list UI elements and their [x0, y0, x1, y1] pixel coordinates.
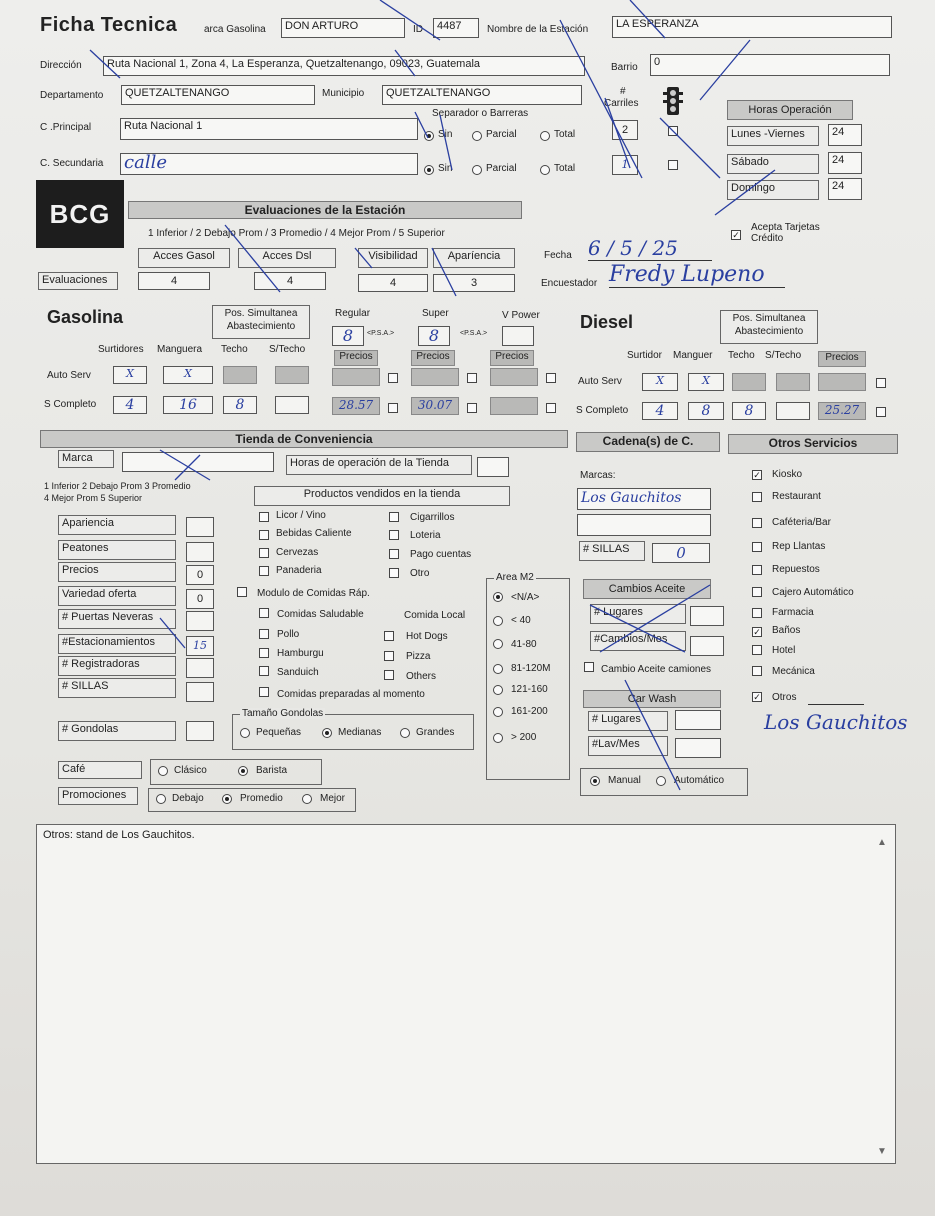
notes-scrollbar[interactable] [875, 837, 889, 1157]
gas-auto-serv-surtidores[interactable]: X [113, 366, 147, 384]
carriles-secundaria-field[interactable]: 1 [612, 155, 638, 175]
carwash-lugares-field[interactable] [675, 710, 721, 730]
comida-others-label: Others [406, 671, 437, 682]
id-label: ID [413, 24, 423, 35]
tienda-horas-field[interactable] [477, 457, 509, 477]
sep-principal-parcial-label: Parcial [486, 129, 517, 140]
carriles-label: Carriles [604, 98, 639, 109]
serv-cajero-check[interactable] [752, 587, 762, 597]
tienda-puertas-label: # Puertas Neveras [58, 609, 176, 629]
horas-sab-field[interactable]: 24 [828, 152, 862, 174]
serv-hotel-check[interactable] [752, 645, 762, 655]
comida-hamburgu-label: Hamburgu [277, 648, 324, 659]
gas-auto-serv-stecho[interactable] [275, 366, 309, 384]
area-121-160-label: 121-160 [511, 684, 548, 695]
c-principal-label: C .Principal [40, 122, 92, 133]
serv-restaurant-check[interactable] [752, 492, 762, 502]
eval-acces-dsl-field[interactable]: 4 [254, 272, 326, 290]
serv-kiosko-label: Kiosko [772, 469, 803, 480]
regular-label: Regular [335, 308, 371, 319]
servicios-title: Otros Servicios [728, 434, 898, 454]
prod-cigarrillos-label: Cigarrillos [410, 512, 455, 523]
super-label: Super [422, 308, 449, 319]
gas-s-completo-surtidores[interactable]: 4 [113, 396, 147, 414]
departamento-label: Departamento [40, 90, 104, 101]
lav-auto-label: Automático [674, 775, 725, 786]
serv-farmacia-label: Farmacia [772, 607, 814, 618]
area-m2-label: Area M2 [496, 572, 534, 583]
aceite-lugares-field[interactable] [690, 606, 724, 626]
traffic-light-icon [662, 86, 684, 116]
serv-repuestos-label: Repuestos [772, 564, 820, 575]
diesel-title: Diesel [580, 312, 634, 332]
aceite-camiones-label: Cambio Aceite camiones [601, 664, 712, 675]
cadena-sillas-field[interactable]: 0 [652, 543, 710, 563]
comida-others-check[interactable] [384, 670, 394, 680]
dsl-auto-serv-precio[interactable] [818, 373, 866, 391]
tienda-title: Tienda de Conveniencia [40, 430, 568, 448]
gas-col-stecho: S/Techo [269, 344, 306, 355]
dsl-auto-serv-label: Auto Serv [578, 376, 622, 387]
tienda-horas-label: Horas de operación de la Tienda [286, 455, 472, 475]
prod-cigarrillos-check[interactable] [389, 512, 399, 522]
scroll-up-icon[interactable]: ▲ [877, 837, 887, 848]
tienda-precios-field[interactable]: 0 [186, 565, 214, 585]
super-psa-tag: <P.S.A.> [460, 330, 488, 337]
dsl-s-completo-surtidor[interactable]: 4 [642, 402, 678, 420]
estacion-field[interactable]: LA ESPERANZA [612, 16, 892, 38]
lav-auto-radio[interactable] [656, 776, 666, 786]
modulo-comidas-label: Modulo de Comidas Ráp. [257, 588, 370, 599]
serv-banos-label: Baños [772, 625, 801, 636]
cadena-title: Cadena(s) de C. [576, 432, 720, 452]
tamano-grandes-label: Grandes [416, 727, 455, 738]
gas-auto-serv-check-regular[interactable] [388, 373, 398, 383]
sep-principal-total-radio[interactable] [540, 131, 550, 141]
gasolina-title: Gasolina [47, 307, 124, 327]
bcg-logo: BCG [36, 180, 124, 248]
carwash-lugares-label: # Lugares [588, 711, 668, 731]
regular-psa-field[interactable]: 8 [332, 326, 364, 346]
gas-s-completo-precio-super[interactable]: 30.07 [411, 397, 459, 415]
promo-mejor-label: Mejor [320, 793, 346, 804]
tienda-registradoras-field[interactable] [186, 658, 214, 678]
carriles-secundaria-check[interactable] [668, 160, 678, 170]
carwash-lav-label: #Lav/Mes [588, 736, 668, 756]
tarjetas-check[interactable]: ✓ [732, 230, 740, 240]
aceite-cambios-field[interactable] [690, 636, 724, 656]
gas-auto-serv-manguera[interactable]: X [163, 366, 213, 384]
comida-hotdogs-label: Hot Dogs [406, 631, 448, 642]
comida-hamburgu-check[interactable] [259, 648, 269, 658]
gas-s-completo-check-vpower[interactable] [546, 403, 556, 413]
dsl-s-completo-label: S Completo [576, 405, 629, 416]
scroll-down-icon[interactable]: ▼ [877, 1146, 887, 1157]
notes-text: Otros: stand de Los Gauchitos. [43, 829, 195, 841]
area-gt200-radio[interactable] [493, 733, 503, 743]
area-81-120-label: 81-120M [511, 663, 551, 674]
tarjetas-label: Acepta Tarjetas Crédito [751, 222, 820, 244]
serv-llantas-check[interactable] [752, 542, 762, 552]
serv-otros-line [808, 704, 864, 705]
cadena-marcas-field-2[interactable] [577, 514, 711, 536]
dsl-s-completo-check[interactable] [876, 407, 886, 417]
carriles-hash: # [620, 86, 626, 97]
area-161-200-label: 161-200 [511, 706, 548, 717]
tienda-scale: 1 Inferior 2 Debajo Prom 3 Promedio [44, 481, 191, 491]
serv-hotel-label: Hotel [772, 645, 796, 656]
serv-otros-check[interactable]: ✓ [753, 692, 761, 702]
sep-secundaria-total-radio[interactable] [540, 165, 550, 175]
gas-auto-serv-check-vpower[interactable] [546, 373, 556, 383]
gas-auto-serv-precio-super[interactable] [411, 368, 459, 386]
tienda-marca-label: Marca [58, 450, 114, 468]
cafe-barista-radio[interactable] [238, 766, 248, 776]
encuestador-label: Encuestador [541, 278, 598, 289]
prod-loteria-check[interactable] [389, 530, 399, 540]
sep-secundaria-sin-label: Sin [438, 163, 453, 174]
prod-panaderia-check[interactable] [259, 566, 269, 576]
dsl-col-manguer: Manguer [673, 350, 713, 361]
comida-pizza-check[interactable] [384, 651, 394, 661]
area-41-80-label: 41-80 [511, 639, 537, 650]
serv-mecanica-label: Mecánica [772, 666, 815, 677]
gas-col-surtidores: Surtidores [98, 344, 144, 355]
prod-licor-label: Licor / Vino [276, 510, 326, 521]
horas-dom-label: Domingo [727, 180, 819, 200]
area-na-label: <N/A> [511, 592, 540, 603]
carwash-title: Car Wash [583, 690, 721, 708]
c-principal-field[interactable]: Ruta Nacional 1 [120, 118, 418, 140]
eval-acces-gasol-field[interactable]: 4 [138, 272, 210, 290]
municipio-label: Municipio [322, 88, 365, 99]
prod-otro-check[interactable] [389, 568, 399, 578]
aceite-title: Cambios Aceite [583, 579, 711, 599]
tienda-apariencia-field[interactable] [186, 517, 214, 537]
serv-otros-label: Otros [772, 692, 797, 703]
diesel-pos-sim-label: Pos. Simultanea Abastecimiento [720, 310, 818, 344]
gas-auto-serv-techo[interactable] [223, 366, 257, 384]
gas-s-completo-label: S Completo [44, 399, 97, 410]
dsl-s-completo-manguer[interactable]: 8 [688, 402, 724, 420]
gas-auto-serv-label: Auto Serv [47, 370, 91, 381]
gas-auto-serv-check-super[interactable] [467, 373, 477, 383]
super-psa-field[interactable]: 8 [418, 326, 450, 346]
sep-secundaria-parcial-radio[interactable] [472, 165, 482, 175]
carwash-lav-field[interactable] [675, 738, 721, 758]
dsl-auto-serv-check[interactable] [876, 378, 886, 388]
sep-principal-sin-radio[interactable] [424, 131, 434, 141]
prod-cervezas-label: Cervezas [276, 547, 319, 558]
municipio-field[interactable]: QUETZALTENANGO [382, 85, 582, 105]
gas-s-completo-precio-regular[interactable]: 28.57 [332, 397, 380, 415]
promociones-label: Promociones [58, 787, 138, 805]
serv-mecanica-check[interactable] [752, 666, 762, 676]
vpower-psa-field[interactable] [502, 326, 534, 346]
promo-mejor-radio[interactable] [302, 794, 312, 804]
tamano-pequenas-radio[interactable] [240, 728, 250, 738]
serv-otros-note: Los Gauchitos [764, 710, 908, 734]
cadena-marcas-field[interactable]: Los Gauchitos [577, 488, 711, 510]
precio-regular-header: Precios [334, 350, 378, 366]
dsl-precio-header: Precios [818, 351, 866, 367]
dsl-auto-serv-surtidor[interactable]: X [642, 373, 678, 391]
tienda-peatones-label: Peatones [58, 540, 176, 560]
tienda-scale2: 4 Mejor Prom 5 Superior [44, 493, 143, 503]
tienda-estacionamientos-label: #Estacionamientos [58, 634, 176, 654]
dsl-auto-serv-stecho[interactable] [776, 373, 810, 391]
sep-secundaria-sin-radio[interactable] [424, 165, 434, 175]
aceite-cambios-label: #Cambios/Mes [590, 631, 686, 651]
comida-saludable-check[interactable] [259, 608, 269, 618]
cafe-clasico-label: Clásico [174, 765, 207, 776]
precio-super-header: Precios [411, 350, 455, 366]
comida-preparadas-label: Comidas preparadas al momento [277, 689, 425, 700]
cadena-marcas-label: Marcas: [580, 470, 616, 481]
comida-sanduich-check[interactable] [259, 666, 269, 676]
promo-debajo-label: Debajo [172, 793, 204, 804]
modulo-comidas-check[interactable] [237, 587, 247, 597]
tienda-puertas-field[interactable] [186, 611, 214, 631]
precio-vpower-header: Precios [490, 350, 534, 366]
dsl-col-techo: Techo [728, 350, 755, 361]
gas-s-completo-check-super[interactable] [467, 403, 477, 413]
fecha-field[interactable]: 6 / 5 / 25 [588, 236, 712, 261]
prod-pago-label: Pago cuentas [410, 549, 472, 560]
gas-s-completo-stecho[interactable] [275, 396, 309, 414]
eval-acces-gasol-label: Acces Gasol [138, 248, 230, 268]
tamano-medianas-radio[interactable] [322, 728, 332, 738]
lav-manual-radio[interactable] [590, 776, 600, 786]
gas-auto-serv-precio-vpower[interactable] [490, 368, 538, 386]
cafe-label: Café [58, 761, 142, 779]
gas-auto-serv-precio-regular[interactable] [332, 368, 380, 386]
tienda-variedad-label: Variedad oferta [58, 586, 176, 606]
prod-bebidas-label: Bebidas Caliente [276, 528, 352, 539]
barrio-label: Barrio [611, 62, 638, 73]
comida-hotdogs-check[interactable] [384, 631, 394, 641]
area-na-radio[interactable] [493, 592, 503, 602]
eval-visibilidad-field[interactable]: 4 [358, 274, 428, 292]
prod-cervezas-check[interactable] [259, 548, 269, 558]
tienda-estacionamientos-field[interactable]: 15 [186, 636, 214, 656]
notes-textarea[interactable] [36, 824, 896, 1164]
evaluaciones-title: Evaluaciones de la Estación [128, 201, 522, 219]
regular-psa-tag: <P.S.A.> [367, 330, 395, 337]
productos-title: Productos vendidos en la tienda [254, 486, 510, 506]
c-secundaria-label: C. Secundaria [40, 158, 104, 169]
barrio-field[interactable]: 0 [650, 54, 890, 76]
comida-saludable-label: Comidas Saludable [277, 609, 364, 620]
sep-secundaria-total-label: Total [554, 163, 576, 174]
sep-principal-sin-label: Sin [438, 129, 453, 140]
horas-lv-field[interactable]: 24 [828, 124, 862, 146]
tienda-variedad-field[interactable]: 0 [186, 589, 214, 609]
prod-licor-check[interactable] [259, 512, 269, 522]
dsl-auto-serv-techo[interactable] [732, 373, 766, 391]
area-81-120-radio[interactable] [493, 664, 503, 674]
area-41-80-radio[interactable] [493, 639, 503, 649]
tienda-sillas-field[interactable] [186, 682, 214, 702]
gas-s-completo-techo[interactable]: 8 [223, 396, 257, 414]
serv-kiosko-check[interactable]: ✓ [753, 470, 761, 480]
horas-sab-label: Sábado [727, 154, 819, 174]
tienda-precios-label: Precios [58, 562, 176, 582]
separador-label: Separador o Barreras [432, 108, 529, 119]
carriles-principal-field[interactable]: 2 [612, 120, 638, 140]
comida-preparadas-check[interactable] [259, 687, 269, 697]
dsl-s-completo-techo[interactable]: 8 [732, 402, 766, 420]
tienda-peatones-field[interactable] [186, 542, 214, 562]
serv-cajero-label: Cajero Automático [772, 587, 854, 598]
serv-restaurant-label: Restaurant [772, 491, 821, 502]
promo-debajo-radio[interactable] [156, 794, 166, 804]
cafe-clasico-radio[interactable] [158, 766, 168, 776]
gas-s-completo-check-regular[interactable] [388, 403, 398, 413]
gas-col-manguera: Manguera [157, 344, 203, 355]
serv-banos-check[interactable]: ✓ [753, 627, 761, 637]
marca-label: arca Gasolina [204, 24, 266, 35]
vpower-label: V Power [502, 310, 540, 321]
dsl-col-stecho: S/Techo [765, 350, 802, 361]
sep-principal-total-label: Total [554, 129, 576, 140]
eval-apariencia-field[interactable]: 3 [433, 274, 515, 292]
cadena-sillas-label: # SILLAS [579, 541, 645, 561]
comida-pollo-label: Pollo [277, 629, 300, 640]
evaluaciones-row-label: Evaluaciones [38, 272, 118, 290]
id-field[interactable]: 4487 [433, 18, 479, 38]
tienda-marca-field[interactable] [122, 452, 274, 472]
evaluaciones-scale: 1 Inferior / 2 Debajo Prom / 3 Promedio / 4 Mejor Prom / 5 Superior [148, 228, 445, 239]
tienda-registradoras-label: # Registradoras [58, 656, 176, 676]
tamano-grandes-radio[interactable] [400, 728, 410, 738]
serv-cafeteria-label: Caféteria/Bar [772, 517, 831, 528]
tamano-medianas-label: Medianas [338, 727, 382, 738]
tienda-gondolas-label: # Gondolas [58, 721, 176, 741]
area-lt40-radio[interactable] [493, 616, 503, 626]
area-lt40-label: < 40 [511, 615, 531, 626]
comida-sanduich-label: Sanduich [277, 667, 319, 678]
prod-bebidas-check[interactable] [259, 530, 269, 540]
lav-manual-label: Manual [608, 775, 641, 786]
gas-s-completo-manguera[interactable]: 16 [163, 396, 213, 414]
marca-field[interactable]: DON ARTURO [281, 18, 405, 38]
prod-loteria-label: Loteria [410, 530, 441, 541]
gas-col-techo: Techo [221, 344, 248, 355]
sep-secundaria-parcial-label: Parcial [486, 163, 517, 174]
prod-pago-check[interactable] [389, 549, 399, 559]
aceite-camiones-check[interactable] [584, 662, 594, 672]
aceite-lugares-label: # Lugares [590, 604, 686, 624]
direccion-field[interactable]: Ruta Nacional 1, Zona 4, La Esperanza, Quetzaltenango, 09023, Guatemala [103, 56, 585, 76]
eval-apariencia-label: Aparíencia [433, 248, 515, 268]
encuestador-field[interactable]: Fredy Lupeno [609, 262, 785, 288]
comida-pollo-check[interactable] [259, 629, 269, 639]
eval-visibilidad-label: Visibilidad [358, 248, 428, 268]
tienda-gondolas-field[interactable] [186, 721, 214, 741]
cafe-barista-label: Barista [256, 765, 288, 776]
horas-lv-label: Lunes -Viernes [727, 126, 819, 146]
serv-cafeteria-check[interactable] [752, 518, 762, 528]
tamano-gondolas-label: Tamaño Gondolas [242, 708, 324, 719]
eval-acces-dsl-label: Acces Dsl [238, 248, 336, 268]
prod-otro-label: Otro [410, 568, 430, 579]
form-title: Ficha Tecnica [40, 14, 178, 36]
sep-principal-parcial-radio[interactable] [472, 131, 482, 141]
tamano-pequenas-label: Pequeñas [256, 727, 302, 738]
estacion-label: Nombre de la Estación [487, 24, 589, 35]
comida-local-label: Comida Local [404, 610, 466, 621]
direccion-label: Dirección [40, 60, 82, 71]
area-121-160-radio[interactable] [493, 685, 503, 695]
area-gt200-label: > 200 [511, 732, 537, 743]
tienda-sillas-label: # SILLAS [58, 678, 176, 698]
fecha-label: Fecha [544, 250, 572, 261]
serv-llantas-label: Rep Llantas [772, 541, 826, 552]
dsl-auto-serv-manguer[interactable]: X [688, 373, 724, 391]
dsl-s-completo-precio[interactable]: 25.27 [818, 402, 866, 420]
gasolina-pos-sim-label: Pos. Simultanea Abastecimiento [212, 305, 310, 339]
serv-farmacia-check[interactable] [752, 608, 762, 618]
promo-promedio-radio[interactable] [222, 794, 232, 804]
gas-s-completo-precio-vpower[interactable] [490, 397, 538, 415]
area-m2-group [486, 578, 570, 780]
dsl-s-completo-stecho[interactable] [776, 402, 810, 420]
comida-pizza-label: Pizza [406, 651, 431, 662]
promo-promedio-label: Promedio [240, 793, 283, 804]
horas-dom-field[interactable]: 24 [828, 178, 862, 200]
c-secundaria-field[interactable]: calle [120, 153, 418, 175]
serv-repuestos-check[interactable] [752, 565, 762, 575]
area-161-200-radio[interactable] [493, 707, 503, 717]
carriles-principal-check[interactable] [668, 126, 678, 136]
prod-panaderia-label: Panaderia [276, 565, 322, 576]
dsl-col-surtidor: Surtidor [627, 350, 663, 361]
horas-title: Horas Operación [727, 100, 853, 120]
tienda-apariencia-label: Apariencia [58, 515, 176, 535]
departamento-field[interactable]: QUETZALTENANGO [121, 85, 315, 105]
